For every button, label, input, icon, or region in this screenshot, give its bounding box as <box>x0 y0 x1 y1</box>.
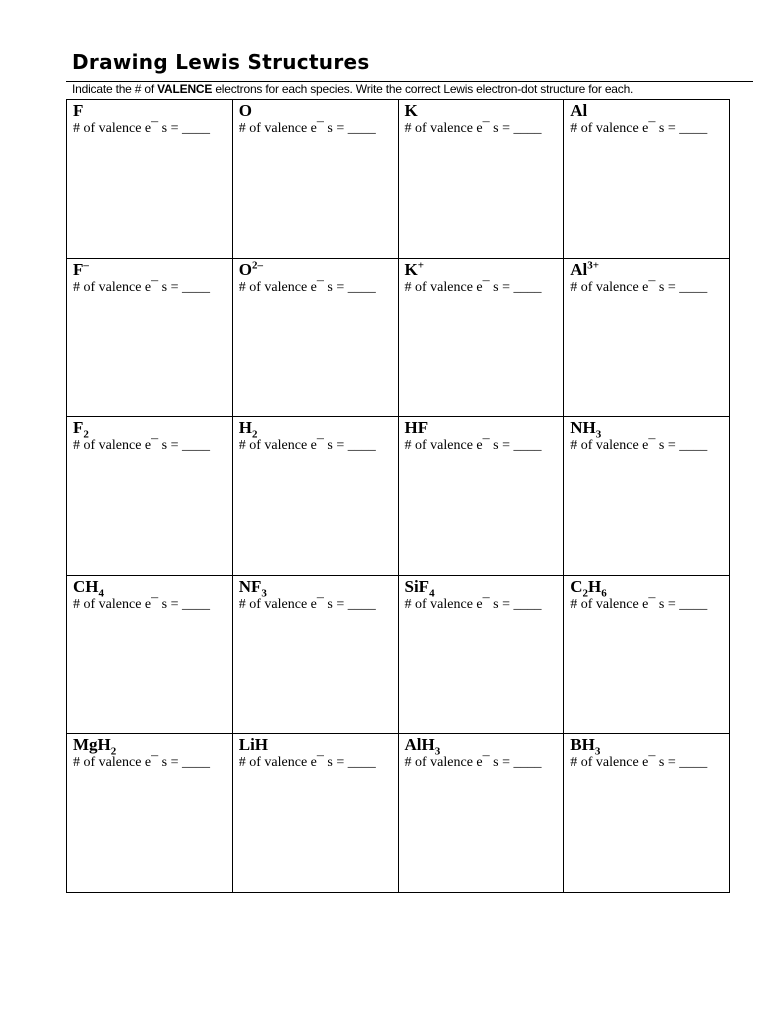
species-formula <box>405 100 564 121</box>
species-cell[interactable] <box>564 576 730 735</box>
formula-symbol: LiH <box>238 735 269 755</box>
valence-electron-prompt: # of valence e¯ s = ____ <box>404 438 542 454</box>
valence-electron-prompt: # of valence e¯ s = ____ <box>404 121 542 136</box>
formula-superscript: 3+ <box>587 258 600 271</box>
species-formula <box>570 576 729 600</box>
formula-symbol: F <box>73 418 84 438</box>
species-cell[interactable] <box>399 734 565 893</box>
species-cell[interactable] <box>399 100 565 259</box>
formula-subscript: 2 <box>251 428 258 441</box>
instructions-prefix: Indicate the # of <box>72 82 158 96</box>
species-formula <box>239 100 398 121</box>
species-cell[interactable] <box>399 417 565 576</box>
species-formula <box>570 734 729 758</box>
formula-symbol: HF <box>404 418 429 438</box>
valence-electron-prompt: # of valence e¯ s = ____ <box>570 596 708 612</box>
species-formula <box>238 576 398 600</box>
formula-symbol: K <box>404 259 418 279</box>
formula-subscript: 2 <box>110 745 117 758</box>
valence-electron-prompt: # of valence e¯ s = ____ <box>73 279 210 295</box>
formula-subscript: 3 <box>261 587 267 600</box>
formula-superscript: – <box>83 258 89 271</box>
formula-subscript: 2 <box>83 428 89 441</box>
formula-subscript: 3 <box>594 745 601 758</box>
formula-symbol: Al <box>570 259 588 279</box>
valence-electron-prompt: # of valence e¯ s = ____ <box>73 755 210 771</box>
species-cell[interactable] <box>399 259 565 418</box>
species-cell[interactable] <box>564 259 730 418</box>
formula-symbol: MgH <box>73 735 111 755</box>
species-cell[interactable] <box>67 417 233 576</box>
formula-symbol: F <box>73 259 84 279</box>
species-cell[interactable] <box>233 576 399 735</box>
species-formula <box>73 417 232 441</box>
formula-symbol: Al <box>570 101 588 120</box>
species-cell[interactable] <box>233 417 399 576</box>
valence-electron-prompt: # of valence e¯ s = ____ <box>404 596 542 612</box>
valence-electron-prompt: # of valence e¯ s = ____ <box>238 755 376 771</box>
valence-electron-prompt: # of valence e¯ s = ____ <box>238 279 376 295</box>
formula-subscript: 2 <box>582 587 589 600</box>
instructions-emphasis: VALENCE <box>157 82 213 96</box>
species-cell[interactable] <box>564 734 730 893</box>
species-formula <box>239 734 398 755</box>
species-cell[interactable] <box>564 417 730 576</box>
formula-symbol: O <box>238 101 252 120</box>
species-formula <box>404 576 564 600</box>
formula-symbol: BH <box>570 735 595 755</box>
formula-symbol: C <box>570 576 583 596</box>
formula-subscript: 3 <box>595 428 602 441</box>
valence-electron-prompt: # of valence e¯ s = ____ <box>238 438 376 454</box>
species-cell[interactable] <box>564 100 730 259</box>
species-cell[interactable] <box>67 576 233 735</box>
formula-symbol: H <box>238 418 252 438</box>
formula-symbol: NH <box>570 418 596 438</box>
species-cell[interactable] <box>67 734 233 893</box>
valence-electron-prompt: # of valence e¯ s = ____ <box>238 121 376 136</box>
valence-electron-prompt: # of valence e¯ s = ____ <box>404 755 542 771</box>
species-formula <box>73 734 232 758</box>
valence-electron-prompt: # of valence e¯ s = ____ <box>73 596 210 612</box>
formula-subscript: 6 <box>601 587 607 600</box>
formula-symbol: CH <box>73 576 99 596</box>
species-formula <box>73 100 232 121</box>
species-formula <box>238 417 398 441</box>
valence-electron-prompt: # of valence e¯ s = ____ <box>73 121 210 136</box>
species-formula <box>73 576 232 600</box>
species-formula <box>239 259 398 280</box>
worksheet-title: Drawing Lewis Structures <box>72 50 370 74</box>
formula-superscript: 2– <box>251 258 263 271</box>
species-cell[interactable] <box>233 259 399 418</box>
formula-subscript: 4 <box>429 587 435 600</box>
formula-subscript: 3 <box>434 745 441 758</box>
valence-electron-prompt: # of valence e¯ s = ____ <box>238 596 376 612</box>
formula-subscript: 4 <box>98 587 104 600</box>
species-formula <box>404 734 564 758</box>
species-formula <box>570 417 729 441</box>
valence-electron-prompt: # of valence e¯ s = ____ <box>570 279 708 295</box>
species-formula <box>570 259 729 280</box>
species-grid <box>66 99 730 893</box>
instructions-text <box>72 82 633 96</box>
species-formula <box>73 259 232 280</box>
valence-electron-prompt: # of valence e¯ s = ____ <box>570 438 708 454</box>
formula-symbol: H <box>588 576 602 596</box>
formula-symbol: NF <box>238 576 262 596</box>
valence-electron-prompt: # of valence e¯ s = ____ <box>73 438 210 454</box>
species-formula <box>405 259 564 280</box>
species-cell[interactable] <box>233 100 399 259</box>
formula-symbol: F <box>73 101 84 120</box>
formula-symbol: AlH <box>404 735 435 755</box>
species-cell[interactable] <box>67 100 233 259</box>
species-cell[interactable] <box>399 576 565 735</box>
species-formula <box>570 100 729 121</box>
instructions-suffix: electrons for each species. Write the correct Lewis electron-dot structure for each. <box>212 82 634 96</box>
valence-electron-prompt: # of valence e¯ s = ____ <box>570 121 708 136</box>
species-formula <box>405 417 564 438</box>
species-cell[interactable] <box>233 734 399 893</box>
formula-superscript: + <box>417 258 425 271</box>
valence-electron-prompt: # of valence e¯ s = ____ <box>404 279 542 295</box>
species-cell[interactable] <box>67 259 233 418</box>
formula-symbol: K <box>404 101 418 120</box>
formula-symbol: SiF <box>404 576 430 596</box>
formula-symbol: O <box>238 259 252 279</box>
valence-electron-prompt: # of valence e¯ s = ____ <box>570 755 708 771</box>
